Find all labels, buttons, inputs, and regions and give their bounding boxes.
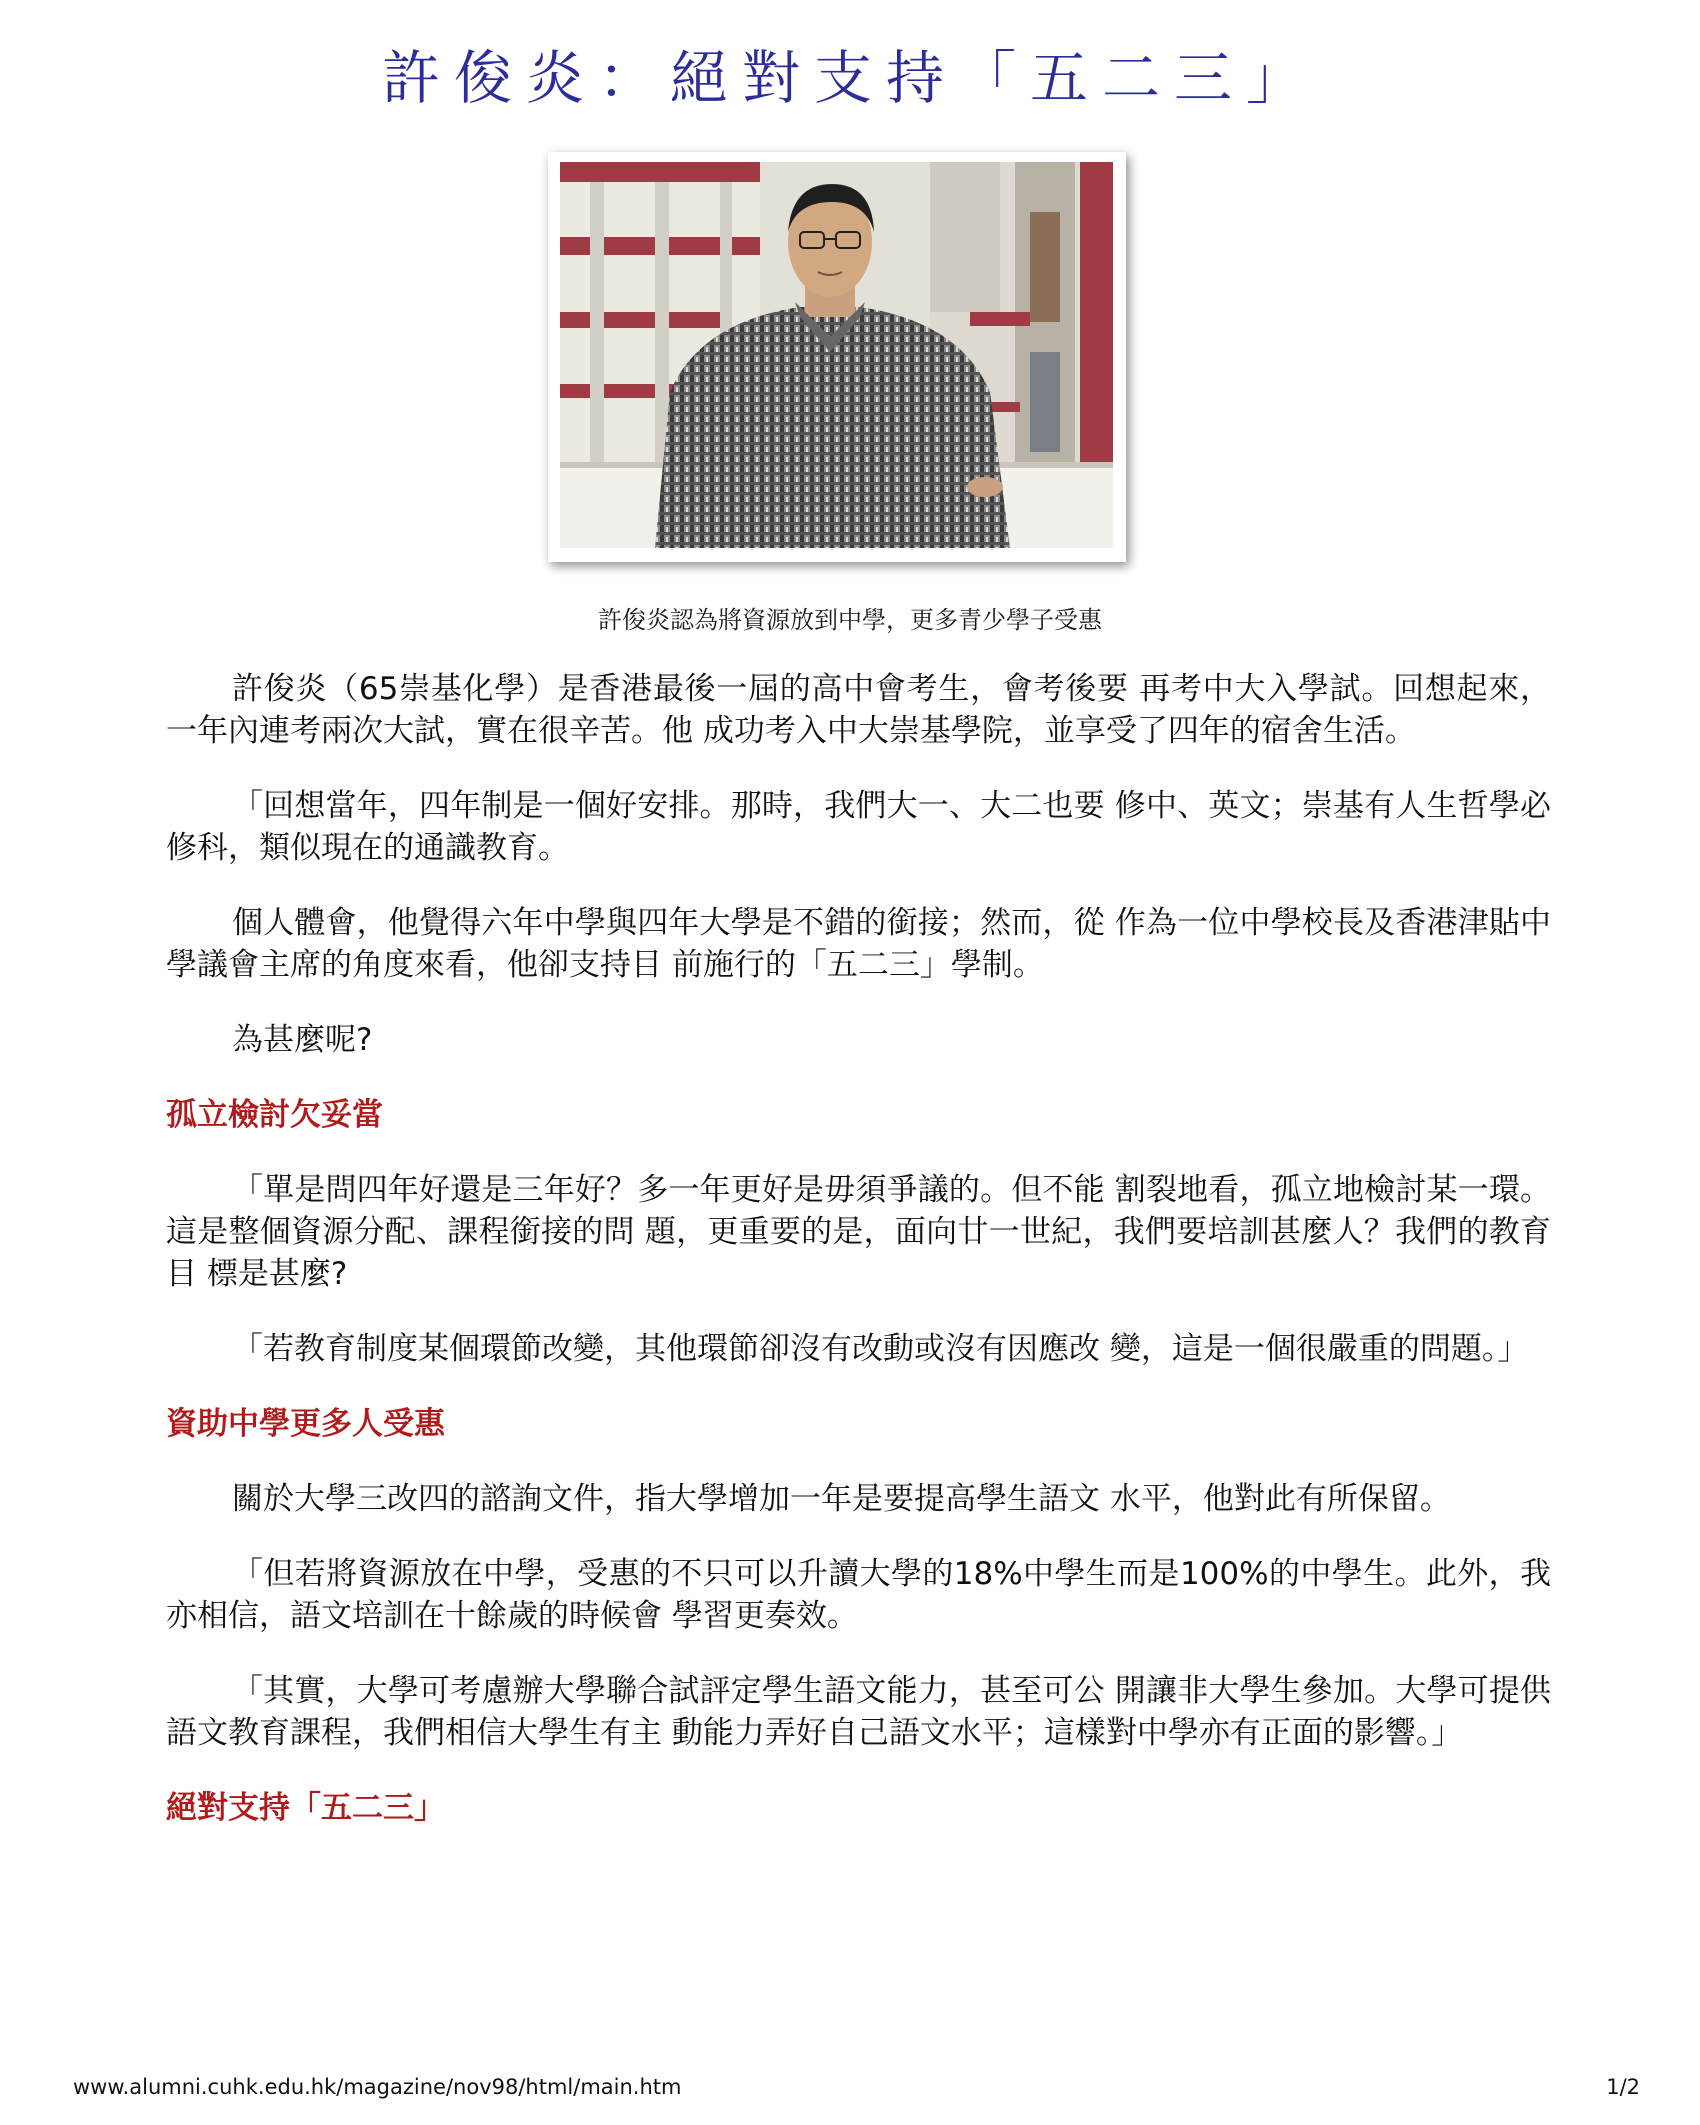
paragraph: 許俊炎（65崇基化學）是香港最後一屆的高中會考生，會考後要 再考中大入學試。回想起來，一年內連考兩次大試，實在很辛苦。他 成功考入中大崇基學院，並享受了四年的宿舍生活。 [166, 671, 1551, 749]
page-number: 1/2 [1606, 2075, 1640, 2099]
paragraph: 個人體會，他覺得六年中學與四年大學是不錯的銜接；然而，從 作為一位中學校長及香港津貼中學議會主席的角度來看，他卻支持目 前施行的「五二三」學制。 [166, 905, 1551, 983]
paragraph: 「但若將資源放在中學，受惠的不只可以升讀大學的18%中學生而是100%的中學生。此外，我亦相信，語文培訓在十餘歲的時候會 學習更奏效。 [166, 1556, 1551, 1634]
paragraph: 「其實，大學可考慮辦大學聯合試評定學生語文能力，甚至可公 開讓非大學生參加。大學可提供語文教育課程，我們相信大學生有主 動能力弄好自己語文水平；這樣對中學亦有正面的影響。」 [166, 1673, 1551, 1751]
portrait-photo [560, 162, 1113, 548]
photo-caption: 許俊炎認為將資源放到中學，更多青少學子受惠 [598, 606, 1102, 634]
article-body [166, 668, 1551, 1862]
paragraph: 「單是問四年好還是三年好？多一年更好是毋須爭議的。但不能 割裂地看，孤立地檢討某一環。這是整個資源分配、課程銜接的問 題，更重要的是，面向廿一世紀，我們要培訓甚麼人？我們的教育目 標是甚麼? [166, 1172, 1551, 1292]
paragraph: 「回想當年，四年制是一個好安排。那時，我們大一、大二也要 修中、英文；崇基有人生哲學必修科，類似現在的通識教育。 [166, 788, 1551, 866]
footer-url: www.alumni.cuhk.edu.hk/magazine/nov98/html/main.htm [73, 2075, 682, 2099]
page-title: 許俊炎：絕對支持「五二三」 [381, 44, 1318, 112]
paragraph: 「若教育制度某個環節改變，其他環節卻沒有改動或沒有因應改 變，這是一個很嚴重的問題。」 [232, 1331, 1529, 1367]
photo-frame [548, 152, 1126, 562]
section-heading: 絕對支持「五二三」 [166, 1790, 445, 1826]
paragraph: 為甚麼呢? [232, 1022, 373, 1058]
section-heading: 孤立檢討欠妥當 [166, 1097, 383, 1133]
portrait-illustration [560, 162, 1113, 548]
paragraph: 關於大學三改四的諮詢文件，指大學增加一年是要提高學生語文 水平，他對此有所保留。 [232, 1481, 1451, 1517]
section-heading: 資助中學更多人受惠 [166, 1406, 445, 1442]
